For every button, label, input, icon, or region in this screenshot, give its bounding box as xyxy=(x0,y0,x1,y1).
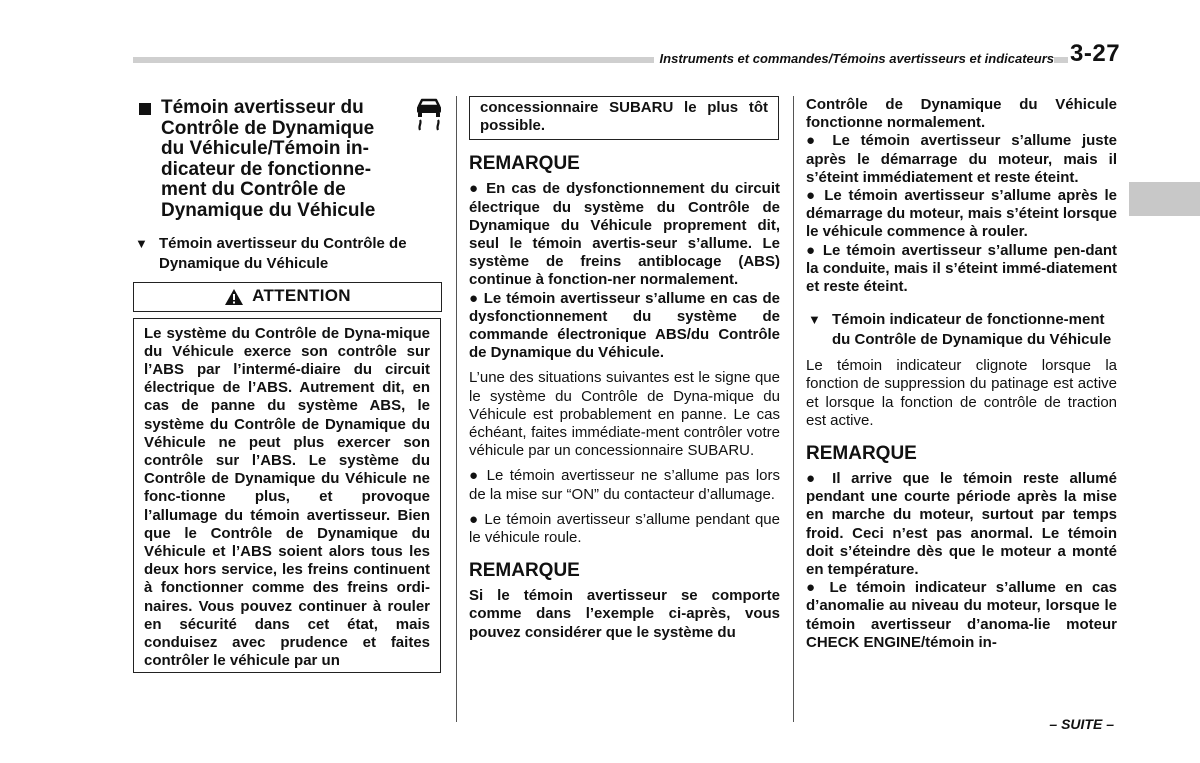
subsection-heading xyxy=(133,234,443,274)
paragraph-1: L’une des situations suivantes est le signe que le système du Contrôle de Dyna-mique du Véhicule est probablement en panne. Le cas échéant, faites immédiate-ment contrôler votre véhicule par un concessionnaire SUBARU. xyxy=(469,369,780,460)
chapter-tab xyxy=(1129,182,1200,216)
triangle-down-icon: ▼ xyxy=(135,235,148,251)
bullet-2: ● Le témoin avertisseur s’allume après le démarrage du moteur, mais s’éteint lorsque le véhicule commence à rouler. xyxy=(806,187,1117,241)
subsection-heading-2 xyxy=(806,310,1117,350)
section-title: Témoin avertisseur du Contrôle de Dynamique du Véhicule/Témoin in-dicateur de fonctionne-ment du Contrôle de Dynamique du Véhicule xyxy=(161,97,376,221)
attention-text: Le système du Contrôle de Dyna-mique du Véhicule exerce son contrôle sur l’ABS par l’intermé-diaire du circuit électrique de l’ABS. Autrement dit, en cas de panne du système ABS, le système du Contrôle de Dynamique du Véhicule ne peut plus exercer son contrôle sur l’ABS. Le système du Contrôle de Dynamique du Véhicule ne fonc-tionne plus, et provoque l’allumage du témoin avertisseur. Bien que le Contrôle de Dynamique du Véhicule et l’ABS soient alors tous les deux hors service, les freins continuent à fonctionner comme des freins ordi-naires. Vous pouvez continuer à rouler en sécurité dans cet état, mais conduisez avec prudence et faites contrôler le véhicule par un xyxy=(144,324,430,670)
attention-box xyxy=(133,318,441,674)
column-divider-2 xyxy=(793,96,794,722)
subsection-title-2: Témoin indicateur de fonctionne-ment du Contrôle de Dynamique du Véhicule xyxy=(832,311,1112,349)
attention-label: ATTENTION xyxy=(252,286,351,306)
paragraph-3: ● Le témoin avertisseur s’allume pendant que le véhicule roule. xyxy=(469,510,780,547)
running-header: Instruments et commandes/Témoins avertisseurs et indicateurs xyxy=(654,51,1054,66)
warning-triangle-icon xyxy=(224,288,244,306)
section-heading xyxy=(133,98,443,222)
continued-intro: Contrôle de Dynamique du Véhicule fonctionne normalement. xyxy=(806,96,1117,132)
triangle-down-icon: ▼ xyxy=(808,312,821,328)
remark-3-bullet-2: ● Le témoin indicateur s’allume en cas d’anomalie au niveau du moteur, lorsque le témoin avertisseur d’anoma-lie moteur CHECK ENGINE/témoin in- xyxy=(806,579,1117,651)
column-2 xyxy=(469,96,780,642)
column-3 xyxy=(806,96,1117,652)
remark-3-bullet-1: ● Il arrive que le témoin reste allumé pendant une courte période après la mise en marche du moteur, surtout par temps froid. Ceci n’est pas anormal. Le témoin doit s’éteindre dès que le moteur a monté en température. xyxy=(806,470,1117,579)
remark-2-text: Si le témoin avertisseur se comporte comme dans l’exemple ci-après, vous pouvez considérer que le système du xyxy=(469,587,780,641)
indicator-paragraph: Le témoin indicateur clignote lorsque la fonction de suppression du patinage est active et lorsque la fonction de contrôle de traction est active. xyxy=(806,357,1117,429)
paragraph-2: ● Le témoin avertisseur ne s’allume pas lors de la mise sur “ON” du contacteur d’allumage. xyxy=(469,467,780,503)
attention-header xyxy=(133,282,442,312)
remark-1-bullet-1: ● En cas de dysfonctionnement du circuit électrique du système du Contrôle de Dynamique du Véhicule proprement dit, seul le témoin avertis-seur s’allume. Le système de freins antiblocage (ABS) continue à fonction-ner normalement. xyxy=(469,180,780,289)
page-number: 3-27 xyxy=(1070,40,1121,67)
vehicle-skid-icon xyxy=(413,98,445,132)
remark-title-2: REMARQUE xyxy=(469,560,580,582)
bullet-3: ● Le témoin avertisseur s’allume pen-dant la conduite, mais il s’éteint immé-diatement et reste éteint. xyxy=(806,241,1117,296)
remark-1-bullet-2: ● Le témoin avertisseur s’allume en cas de dysfonctionnement du système de commande électronique ABS/du Contrôle de Dynamique du Véhicule. xyxy=(469,289,780,362)
bullet-1: ● Le témoin avertisseur s’allume juste après le démarrage du moteur, mais il s’éteint immédiatement et reste éteint. xyxy=(806,132,1117,186)
continued-marker: – SUITE – xyxy=(1049,716,1114,732)
section-bullet-square xyxy=(139,103,151,115)
column-divider-1 xyxy=(456,96,457,722)
remark-title-3: REMARQUE xyxy=(806,443,917,465)
subsection-title: Témoin avertisseur du Contrôle de Dynamique du Véhicule xyxy=(159,234,407,272)
attention-continued-text: concessionnaire SUBARU le plus tôt possible. xyxy=(480,99,768,135)
attention-box-continued xyxy=(469,96,779,140)
column-1 xyxy=(133,96,443,673)
remark-title-1: REMARQUE xyxy=(469,153,580,175)
